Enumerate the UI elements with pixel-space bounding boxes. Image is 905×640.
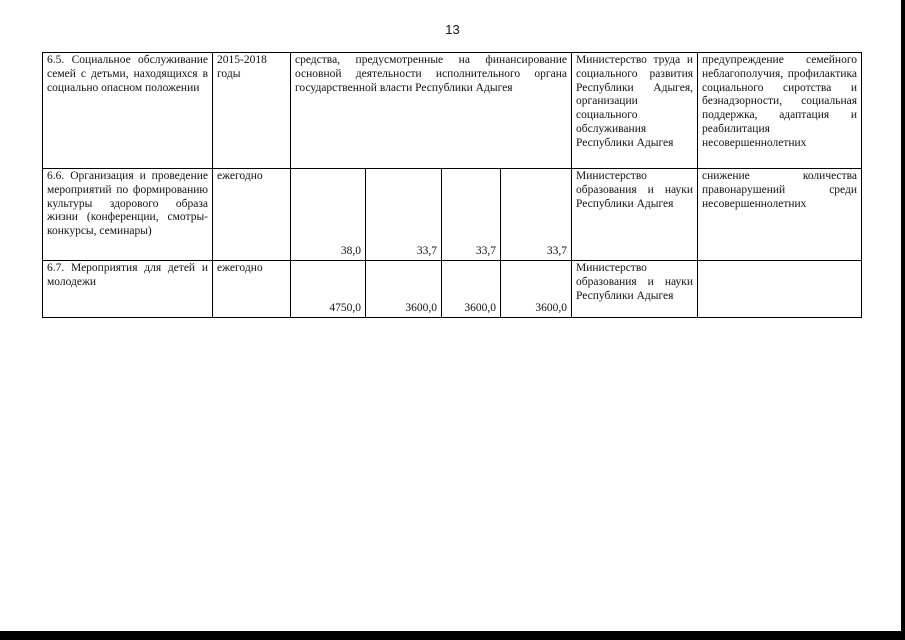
funding-value-cell: 3600,0 [501, 261, 572, 318]
funding-value-cell: 33,7 [366, 169, 442, 261]
funding-value-cell: 33,7 [442, 169, 501, 261]
funding-value-cell: 33,7 [501, 169, 572, 261]
table-row [43, 261, 862, 318]
funding-source-cell: средства, предусмотренные на финансирование основной деятельности исполнительного органа государственной власти Республики Адыгея [291, 53, 572, 169]
activity-name-cell: 6.5. Социальное обслуживание семей с детьми, находящихся в социально опасном положении [43, 53, 213, 169]
expected-result-cell: предупреждение семейного неблагополучия, профилактика социального сиротства и безнадзорности, социальная поддержка, адаптация и реабилитация несовершеннолетних [698, 53, 862, 169]
program-activities-table [42, 52, 862, 318]
activity-name-cell: 6.7. Мероприятия для детей и молодежи [43, 261, 213, 318]
funding-value-cell: 3600,0 [366, 261, 442, 318]
expected-result-cell: снижение количества правонарушений среди несовершеннолетних [698, 169, 862, 261]
funding-value-cell: 38,0 [291, 169, 366, 261]
table-row [43, 53, 862, 169]
scan-edge-bottom [0, 631, 905, 640]
funding-value-cell: 3600,0 [442, 261, 501, 318]
executor-cell: Министерство труда и социального развития Республики Адыгея, организации социального обслуживания Республики Адыгея [572, 53, 698, 169]
period-cell: 2015-2018 годы [213, 53, 291, 169]
period-cell: ежегодно [213, 261, 291, 318]
table-row [43, 169, 862, 261]
funding-value-cell: 4750,0 [291, 261, 366, 318]
scan-edge-right [901, 0, 905, 640]
period-cell: ежегодно [213, 169, 291, 261]
executor-cell: Министерство образования и науки Республики Адыгея [572, 169, 698, 261]
page-number: 13 [445, 22, 460, 37]
activity-name-cell: 6.6. Организация и проведение мероприятий по формированию культуры здорового образа жизни (конференции, смотры-конкурсы, семинары) [43, 169, 213, 261]
executor-cell: Министерство образования и науки Республики Адыгея [572, 261, 698, 318]
expected-result-cell [698, 261, 862, 318]
